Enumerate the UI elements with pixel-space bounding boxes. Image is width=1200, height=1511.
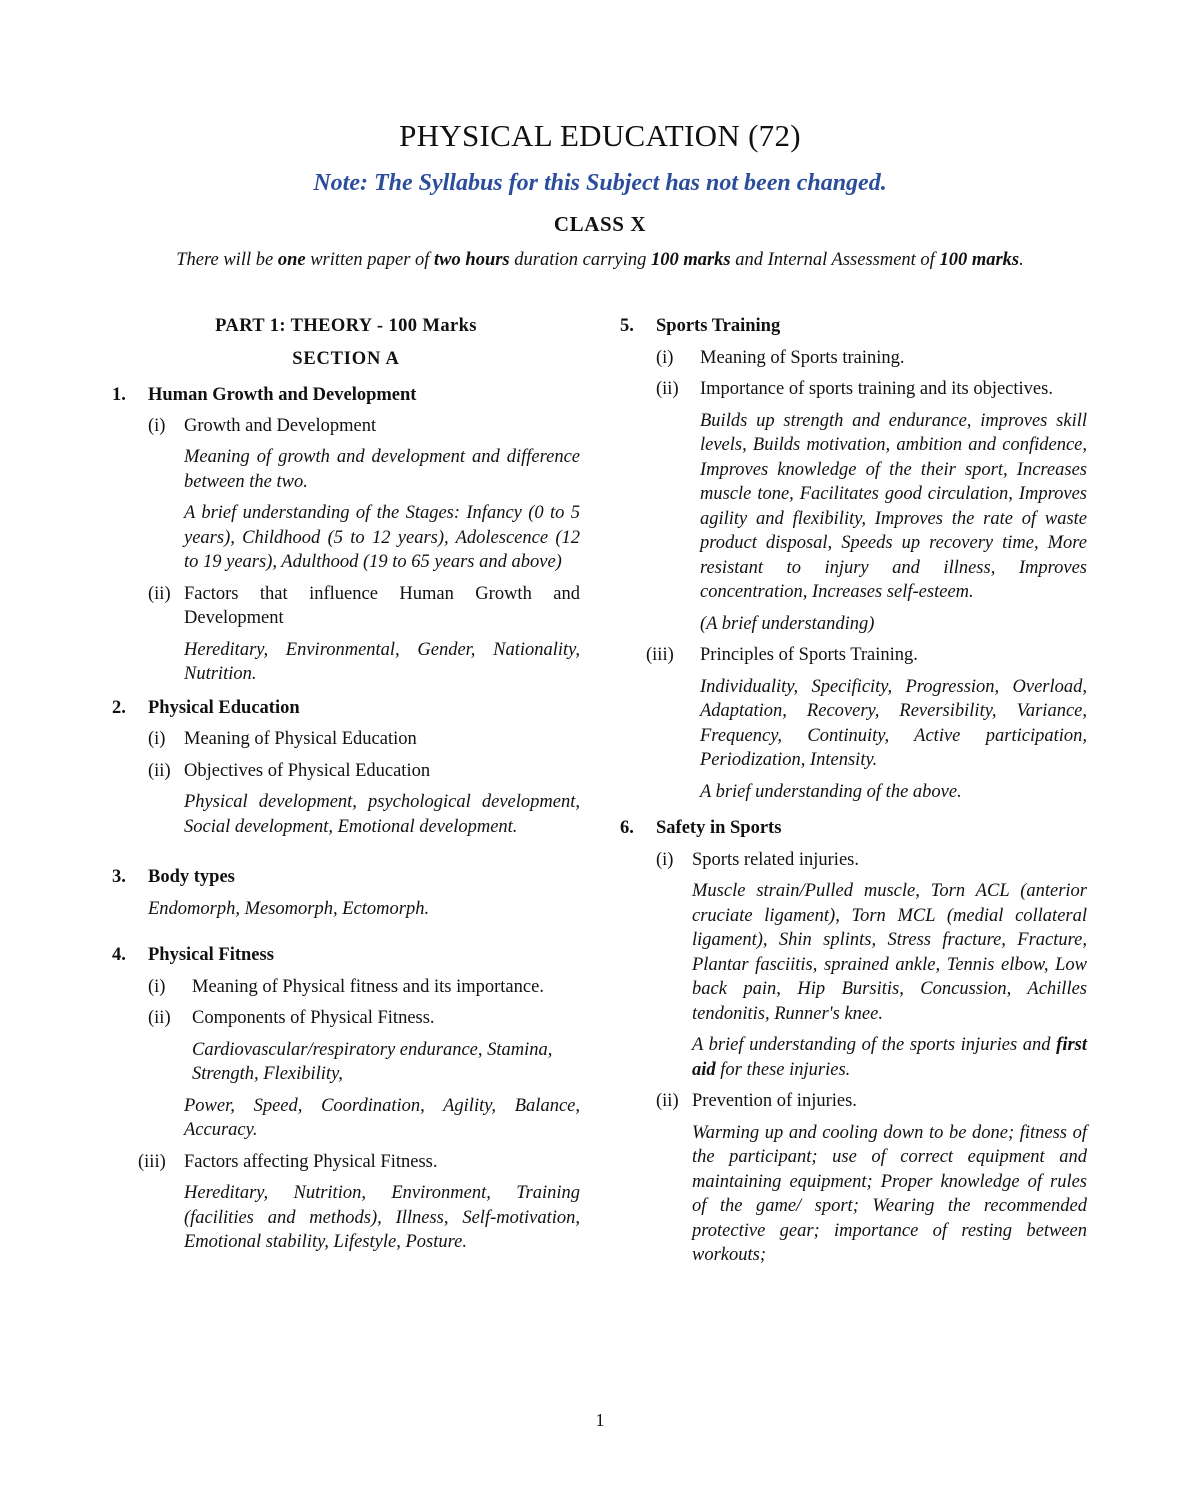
topic-heading	[112, 865, 580, 890]
subtopic-number: (i)	[656, 849, 674, 870]
subtopic-text: Meaning of Physical fitness and its importance.	[192, 976, 544, 997]
exam-intro	[0, 250, 1200, 271]
subtopic	[620, 1089, 1087, 1114]
subtopic-number: (ii)	[148, 760, 171, 781]
subtopic-number: (iii)	[646, 645, 674, 665]
topic-heading	[620, 816, 1087, 841]
subtopic	[112, 759, 580, 784]
subtopic	[112, 582, 580, 631]
subtopic-text: Factors affecting Physical Fitness.	[184, 1151, 438, 1172]
subtopic-note: A brief understanding of the above.	[700, 781, 962, 802]
subtopic-description: Power, Speed, Coordination, Agility, Balance, Accuracy.	[184, 1095, 580, 1140]
topic-number: 5.	[620, 316, 634, 336]
topic-heading	[620, 314, 1087, 339]
subtopic	[620, 848, 1087, 873]
subtopic-description: Individuality, Specificity, Progression, Overload, Adaptation, Recovery, Reversibility, Variance, Frequency, Continuity, Active participation, Periodization, Intensity.	[700, 676, 1087, 770]
subtopic-text: Meaning of Physical Education	[184, 729, 417, 749]
topic-number: 4.	[112, 945, 126, 965]
left-column	[112, 314, 580, 1255]
section-heading: SECTION A	[292, 348, 400, 369]
subtopic-number: (ii)	[148, 1008, 171, 1028]
right-column	[620, 314, 1087, 1268]
subtopic-number: (ii)	[656, 1091, 679, 1111]
subtopic-text: Importance of sports training and its objectives.	[700, 379, 1053, 399]
subtopic	[112, 727, 580, 752]
subtopic-description: Meaning of growth and development and difference between the two.	[184, 447, 580, 492]
topic-title: Physical Fitness	[148, 945, 274, 965]
topic-number: 3.	[112, 867, 126, 887]
subtopic-text: Factors that influence Human Growth and Development	[184, 583, 580, 628]
subtopic	[620, 346, 1087, 371]
topic-number: 2.	[112, 697, 126, 718]
topic-title: Body types	[148, 867, 235, 887]
topic-number: 1.	[112, 385, 126, 405]
intro-bold: 100 marks	[650, 250, 731, 270]
subtopic	[620, 643, 1087, 668]
subtopic-description: Hereditary, Nutrition, Environment, Training (facilities and methods), Illness, Self-motivation, Emotional stability, Lifestyle, Posture.	[184, 1183, 580, 1252]
topic-title: Sports Training	[656, 316, 781, 336]
intro-bold: 100 marks	[939, 250, 1020, 270]
topic-title: Safety in Sports	[656, 818, 782, 838]
subtopic-description: Hereditary, Environmental, Gender, Nationality, Nutrition.	[184, 639, 580, 684]
subtopic-description: Builds up strength and endurance, improves skill levels, Builds motivation, ambition and confidence, Improves knowledge of the their sport, Increases muscle tone, Facilitates good circulation, Improves agility and flexibility, Improves the rate of waste product disposal, Speeds up recovery time, More resistant to injury and illness, Improves concentration, Increases self-esteem.	[700, 410, 1087, 602]
subtopic-description: Physical development, psychological development, Social development, Emotional development.	[184, 792, 580, 837]
page-number: 1	[595, 1410, 605, 1430]
first-aid-emphasis: first aid	[692, 1035, 1087, 1080]
subtopic	[112, 1150, 580, 1175]
class-label: CLASS X	[553, 212, 647, 236]
subtopic-text: Prevention of injuries.	[692, 1091, 857, 1111]
subtopic-text: Growth and Development	[184, 415, 377, 436]
intro-text: There will be	[176, 250, 278, 270]
subtopic	[112, 1006, 580, 1031]
topic-title: Human Growth and Development	[148, 385, 417, 405]
subtopic-number: (ii)	[656, 379, 679, 399]
subtopic	[112, 414, 580, 439]
subtopic-text: Principles of Sports Training.	[700, 645, 918, 665]
intro-text: .	[1019, 250, 1024, 270]
subtopic-number: (iii)	[138, 1151, 166, 1172]
page-title: PHYSICAL EDUCATION (72)	[399, 118, 801, 153]
note-text: A brief understanding of the sports injuries and	[692, 1035, 1057, 1055]
intro-text: and Internal Assessment of	[730, 250, 940, 270]
subtopic	[112, 975, 580, 1000]
subtopic-description: Muscle strain/Pulled muscle, Torn ACL (anterior cruciate ligament), Torn MCL (medial collateral ligament), Shin splints, Stress fracture, Fracture, Plantar fasciitis, sprained ankle, Tennis elbow, Low back pain, Hip Bursitis, Concussion, Achilles tendonitis, Runner's knee.	[692, 881, 1087, 1024]
intro-bold: two hours	[434, 250, 510, 270]
subtopic-description: A brief understanding of the Stages: Infancy (0 to 5 years), Childhood (5 to 12 years), Adolescence (12 to 19 years), Adulthood (19 to 65 years and above)	[184, 503, 580, 572]
intro-bold: one	[277, 250, 306, 270]
subtopic-number: (i)	[656, 347, 674, 368]
part-heading: PART 1: THEORY - 100 Marks	[215, 316, 477, 336]
topic-description: Endomorph, Mesomorph, Ectomorph.	[148, 898, 430, 919]
topic-heading	[112, 943, 580, 968]
subtopic-text: Objectives of Physical Education	[184, 760, 431, 781]
subtopic-number: (i)	[148, 729, 166, 749]
subtopic-text: Sports related injuries.	[692, 849, 859, 870]
topic-heading	[112, 383, 580, 408]
subtopic-number: (i)	[148, 415, 166, 436]
topic-number: 6.	[620, 818, 634, 838]
subtopic-number: (ii)	[148, 583, 171, 604]
subtopic-note: (A brief understanding)	[700, 613, 875, 634]
subtopic-description: Warming up and cooling down to be done; fitness of the participant; use of correct equipment and maintaining equipment; Proper knowledge of rules of the game/ sport; Wearing the recommended protective gear; importance of resting between workouts;	[692, 1122, 1087, 1265]
intro-text: written paper of	[305, 250, 435, 270]
syllabus-note: Note: The Syllabus for this Subject has not been changed.	[313, 170, 887, 196]
subtopic-text: Components of Physical Fitness.	[192, 1008, 435, 1028]
intro-text: duration carrying	[509, 250, 651, 270]
topic-heading	[112, 696, 580, 721]
note-text: for these injuries.	[715, 1059, 851, 1080]
subtopic-note	[620, 1033, 1087, 1082]
topic-title: Physical Education	[148, 697, 300, 718]
subtopic-number: (i)	[148, 976, 166, 997]
subtopic-description: Cardiovascular/respiratory endurance, Stamina, Strength, Flexibility,	[192, 1039, 553, 1084]
subtopic-text: Meaning of Sports training.	[700, 347, 905, 368]
subtopic	[620, 377, 1087, 402]
